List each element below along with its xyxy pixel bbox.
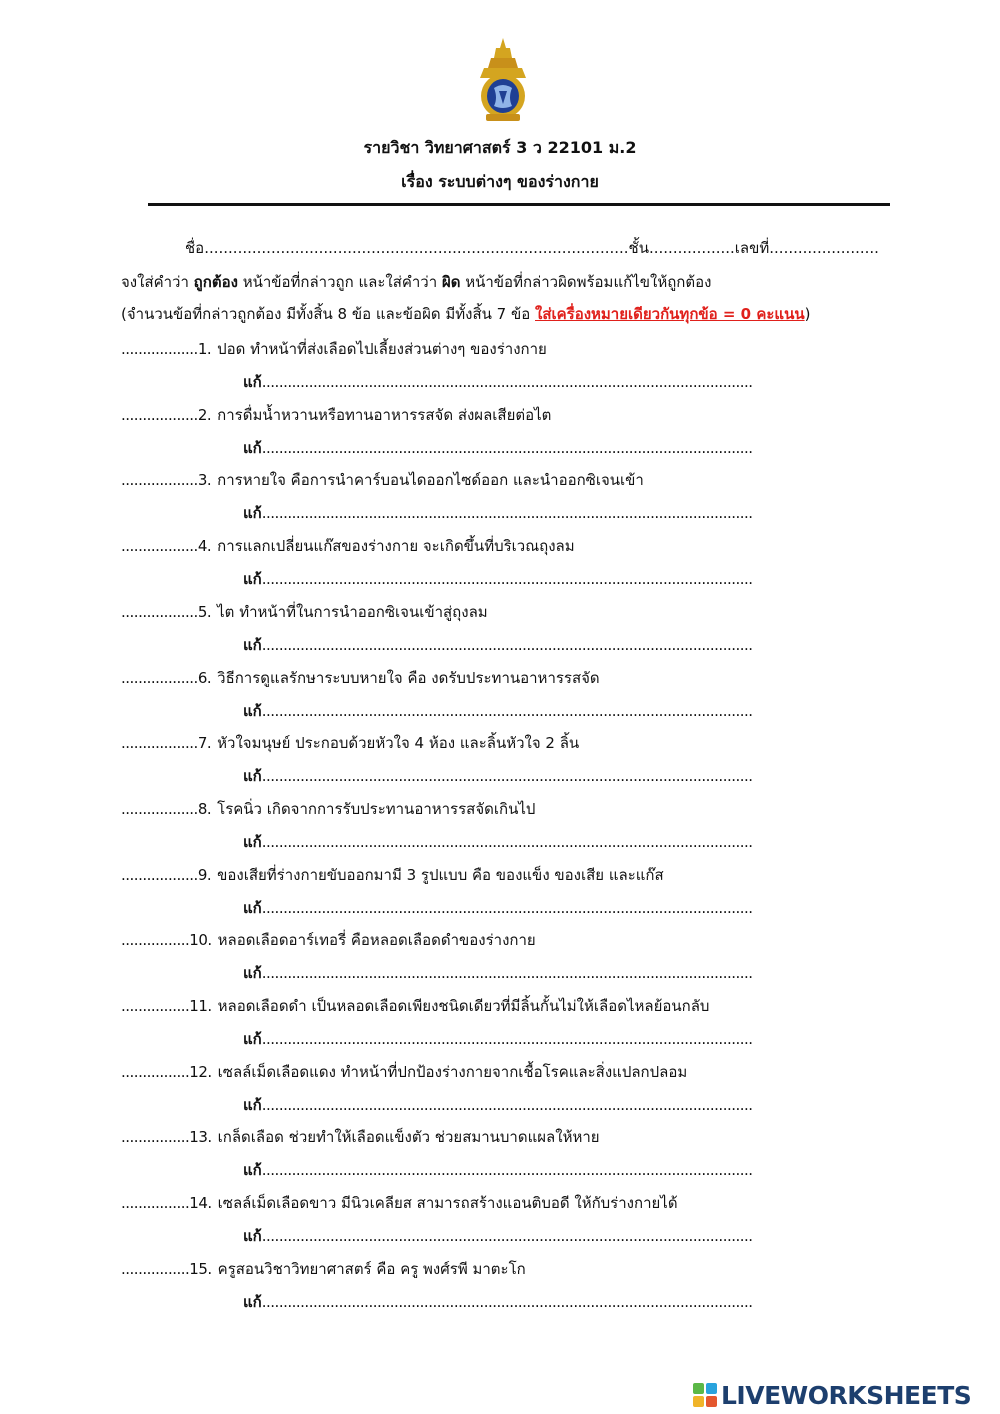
question-item[interactable] — [121, 534, 575, 558]
answer-blank[interactable]: ................13. — [121, 1128, 212, 1147]
question-text: ไต ทำหน้าที่ในการนำออกซิเจนเข้าสู่ถุงลม — [217, 602, 488, 621]
correction-blank[interactable]: ................................................................................................................... — [261, 832, 753, 851]
correction-line[interactable] — [243, 567, 753, 591]
answer-blank[interactable]: ..................5. — [121, 602, 212, 621]
correction-blank[interactable]: ................................................................................................................... — [261, 1095, 753, 1114]
question-item[interactable] — [121, 928, 536, 952]
answer-blank[interactable]: ..................8. — [121, 799, 212, 818]
correction-blank[interactable]: ................................................................................................................... — [261, 701, 753, 720]
question-item[interactable] — [121, 1191, 678, 1215]
correction-label: แก้ — [243, 373, 262, 391]
correction-label: แก้ — [243, 964, 262, 983]
answer-blank[interactable]: ................11. — [121, 997, 212, 1015]
correction-blank[interactable]: ................................................................................................................... — [261, 898, 753, 917]
correction-blank[interactable]: ................................................................................................................... — [261, 1030, 753, 1048]
correction-blank[interactable]: ................................................................................................................... — [261, 964, 753, 983]
question-text: เกล็ดเลือด ช่วยทำให้เลือดแข็งตัว ช่วยสมานบาดแผลให้หาย — [217, 1128, 600, 1147]
correct-keyword: ถูกต้อง — [193, 273, 238, 291]
correction-label: แก้ — [243, 504, 262, 523]
correction-line[interactable] — [243, 1290, 753, 1314]
question-item[interactable] — [121, 1257, 526, 1281]
question-text: ของเสียที่ร่างกายขับออกมามี 3 รูปแบบ คือ ของแข็ง ของเสีย และแก๊ส — [217, 865, 664, 884]
question-text: ครูสอนวิชาวิทยาศาสตร์ คือ ครู พงศ์รพี มาตะโก — [217, 1259, 526, 1278]
question-item[interactable] — [121, 731, 579, 755]
question-item[interactable] — [121, 1060, 687, 1084]
liveworksheets-brand — [692, 1381, 971, 1409]
answer-blank[interactable]: ................12. — [121, 1062, 212, 1081]
correction-line[interactable] — [243, 1158, 753, 1182]
warning-text: ใส่เครื่องหมายเดียวกันทุกข้อ = 0 คะแนน — [535, 305, 805, 323]
correction-line[interactable] — [243, 699, 753, 723]
correction-label: แก้ — [243, 1095, 262, 1114]
correction-blank[interactable]: ................................................................................................................... — [261, 570, 753, 589]
question-text: เซลล์เม็ดเลือดขาว มีนิวเคลียส สามารถสร้างแอนติบอดี ให้กับร่างกายได้ — [217, 1194, 678, 1213]
correction-line[interactable] — [243, 830, 753, 854]
wrong-keyword: ผิด — [441, 273, 461, 291]
correction-line[interactable] — [243, 370, 753, 394]
correction-blank[interactable]: ................................................................................................................... — [261, 1227, 753, 1246]
answer-blank[interactable]: ..................4. — [121, 537, 212, 556]
brand-name: LIVEWORKSHEETS — [721, 1380, 972, 1410]
question-text: เซลล์เม็ดเลือดแดง ทำหน้าที่ปกป้องร่างกายจากเชื้อโรคและสิ่งแปลกปลอม — [217, 1062, 688, 1081]
answer-blank[interactable]: ..................1. — [121, 340, 212, 358]
correction-label: แก้ — [243, 767, 262, 786]
question-item[interactable] — [121, 994, 709, 1018]
correction-label: แก้ — [243, 898, 262, 917]
correction-line[interactable] — [243, 633, 753, 657]
correction-line[interactable] — [243, 1224, 753, 1248]
correction-line[interactable] — [243, 896, 753, 920]
correction-label: แก้ — [243, 570, 262, 589]
question-item[interactable] — [121, 337, 547, 361]
question-item[interactable] — [121, 600, 488, 624]
correction-blank[interactable]: ................................................................................................................... — [261, 504, 753, 523]
question-item[interactable] — [121, 797, 535, 821]
answer-blank[interactable]: ..................3. — [121, 471, 212, 490]
correction-label: แก้ — [243, 1227, 262, 1246]
question-text: ปอด ทำหน้าที่ส่งเลือดไปเลี้ยงส่วนต่างๆ ของร่างกาย — [217, 340, 547, 358]
liveworksheets-logo-icon — [692, 1382, 718, 1408]
question-item[interactable] — [121, 403, 551, 427]
correction-blank[interactable]: ................................................................................................................... — [261, 1161, 753, 1180]
correction-label: แก้ — [243, 701, 262, 720]
correction-blank[interactable]: ................................................................................................................... — [261, 438, 753, 457]
correction-line[interactable] — [243, 436, 753, 460]
answer-blank[interactable]: ..................6. — [121, 668, 212, 687]
question-text: โรคนิ่ว เกิดจากการรับประทานอาหารรสจัดเกินไป — [217, 799, 536, 818]
question-item[interactable] — [121, 1125, 600, 1149]
answer-blank[interactable]: ................14. — [121, 1194, 212, 1213]
student-info-line[interactable]: ชื่อ.........................................................................................ชั้น..................เลขที่....................... — [185, 239, 879, 257]
question-text: หัวใจมนุษย์ ประกอบด้วยหัวใจ 4 ห้อง และลิ้นหัวใจ 2 ลิ้น — [217, 734, 580, 753]
correction-line[interactable] — [243, 961, 753, 985]
correction-blank[interactable]: ................................................................................................................... — [261, 1292, 753, 1311]
document-title: รายวิชา วิทยาศาสตร์ 3 ว 22101 ม.2 — [363, 138, 637, 157]
answer-blank[interactable]: ..................7. — [121, 734, 212, 753]
question-item[interactable] — [121, 863, 664, 887]
correction-label: แก้ — [243, 1030, 262, 1048]
instructions: จงใส่คำว่า ถูกต้อง หน้าข้อที่กล่าวถูก และใส่คำว่า ผิด หน้าข้อที่กล่าวผิดพร้อมแก้ไขให้ถูกต้อง — [121, 273, 712, 291]
question-item[interactable] — [121, 666, 600, 690]
correction-line[interactable] — [243, 501, 753, 525]
correction-blank[interactable]: ................................................................................................................... — [261, 767, 753, 786]
question-text: การแลกเปลี่ยนแก๊สของร่างกาย จะเกิดขึ้นที่บริเวณถุงลม — [217, 537, 575, 556]
correction-label: แก้ — [243, 438, 262, 457]
answer-blank[interactable]: ................10. — [121, 931, 212, 950]
correction-blank[interactable]: ................................................................................................................... — [261, 635, 753, 654]
correction-blank[interactable]: ................................................................................................................... — [261, 373, 753, 391]
correction-line[interactable] — [243, 764, 753, 788]
correction-line[interactable] — [243, 1093, 753, 1117]
correction-label: แก้ — [243, 1161, 262, 1180]
answer-blank[interactable]: ..................2. — [121, 405, 212, 424]
question-text: การหายใจ คือการนำคาร์บอนไดออกไซด์ออก และนำออกซิเจนเข้า — [217, 471, 644, 490]
instructions-note: (จำนวนข้อที่กล่าวถูกต้อง มีทั้งสิ้น 8 ข้อ และข้อผิด มีทั้งสิ้น 7 ข้อ ใส่เครื่องหมายเดียวกันทุกข้อ = 0 คะแนน) — [121, 305, 811, 323]
answer-blank[interactable]: ..................9. — [121, 865, 212, 884]
question-text: หลอดเลือดอาร์เทอรี่ คือหลอดเลือดดำของร่างกาย — [217, 931, 536, 950]
correction-label: แก้ — [243, 635, 262, 654]
header-divider — [148, 203, 890, 206]
correction-line[interactable] — [243, 1027, 753, 1051]
correction-label: แก้ — [243, 1292, 262, 1311]
school-crest-emblem — [472, 36, 534, 124]
question-text: หลอดเลือดดำ เป็นหลอดเลือดเพียงชนิดเดียวที่มีลิ้นกั้นไม่ให้เลือดไหลย้อนกลับ — [217, 997, 710, 1015]
question-text: วิธีการดูแลรักษาระบบหายใจ คือ งดรับประทานอาหารรสจัด — [217, 668, 600, 687]
answer-blank[interactable]: ................15. — [121, 1259, 212, 1278]
document-subtitle: เรื่อง ระบบต่างๆ ของร่างกาย — [401, 172, 599, 191]
correction-label: แก้ — [243, 832, 262, 851]
question-text: การดื่มน้ำหวานหรือทานอาหารรสจัด ส่งผลเสียต่อไต — [217, 405, 552, 424]
question-item[interactable] — [121, 468, 644, 492]
